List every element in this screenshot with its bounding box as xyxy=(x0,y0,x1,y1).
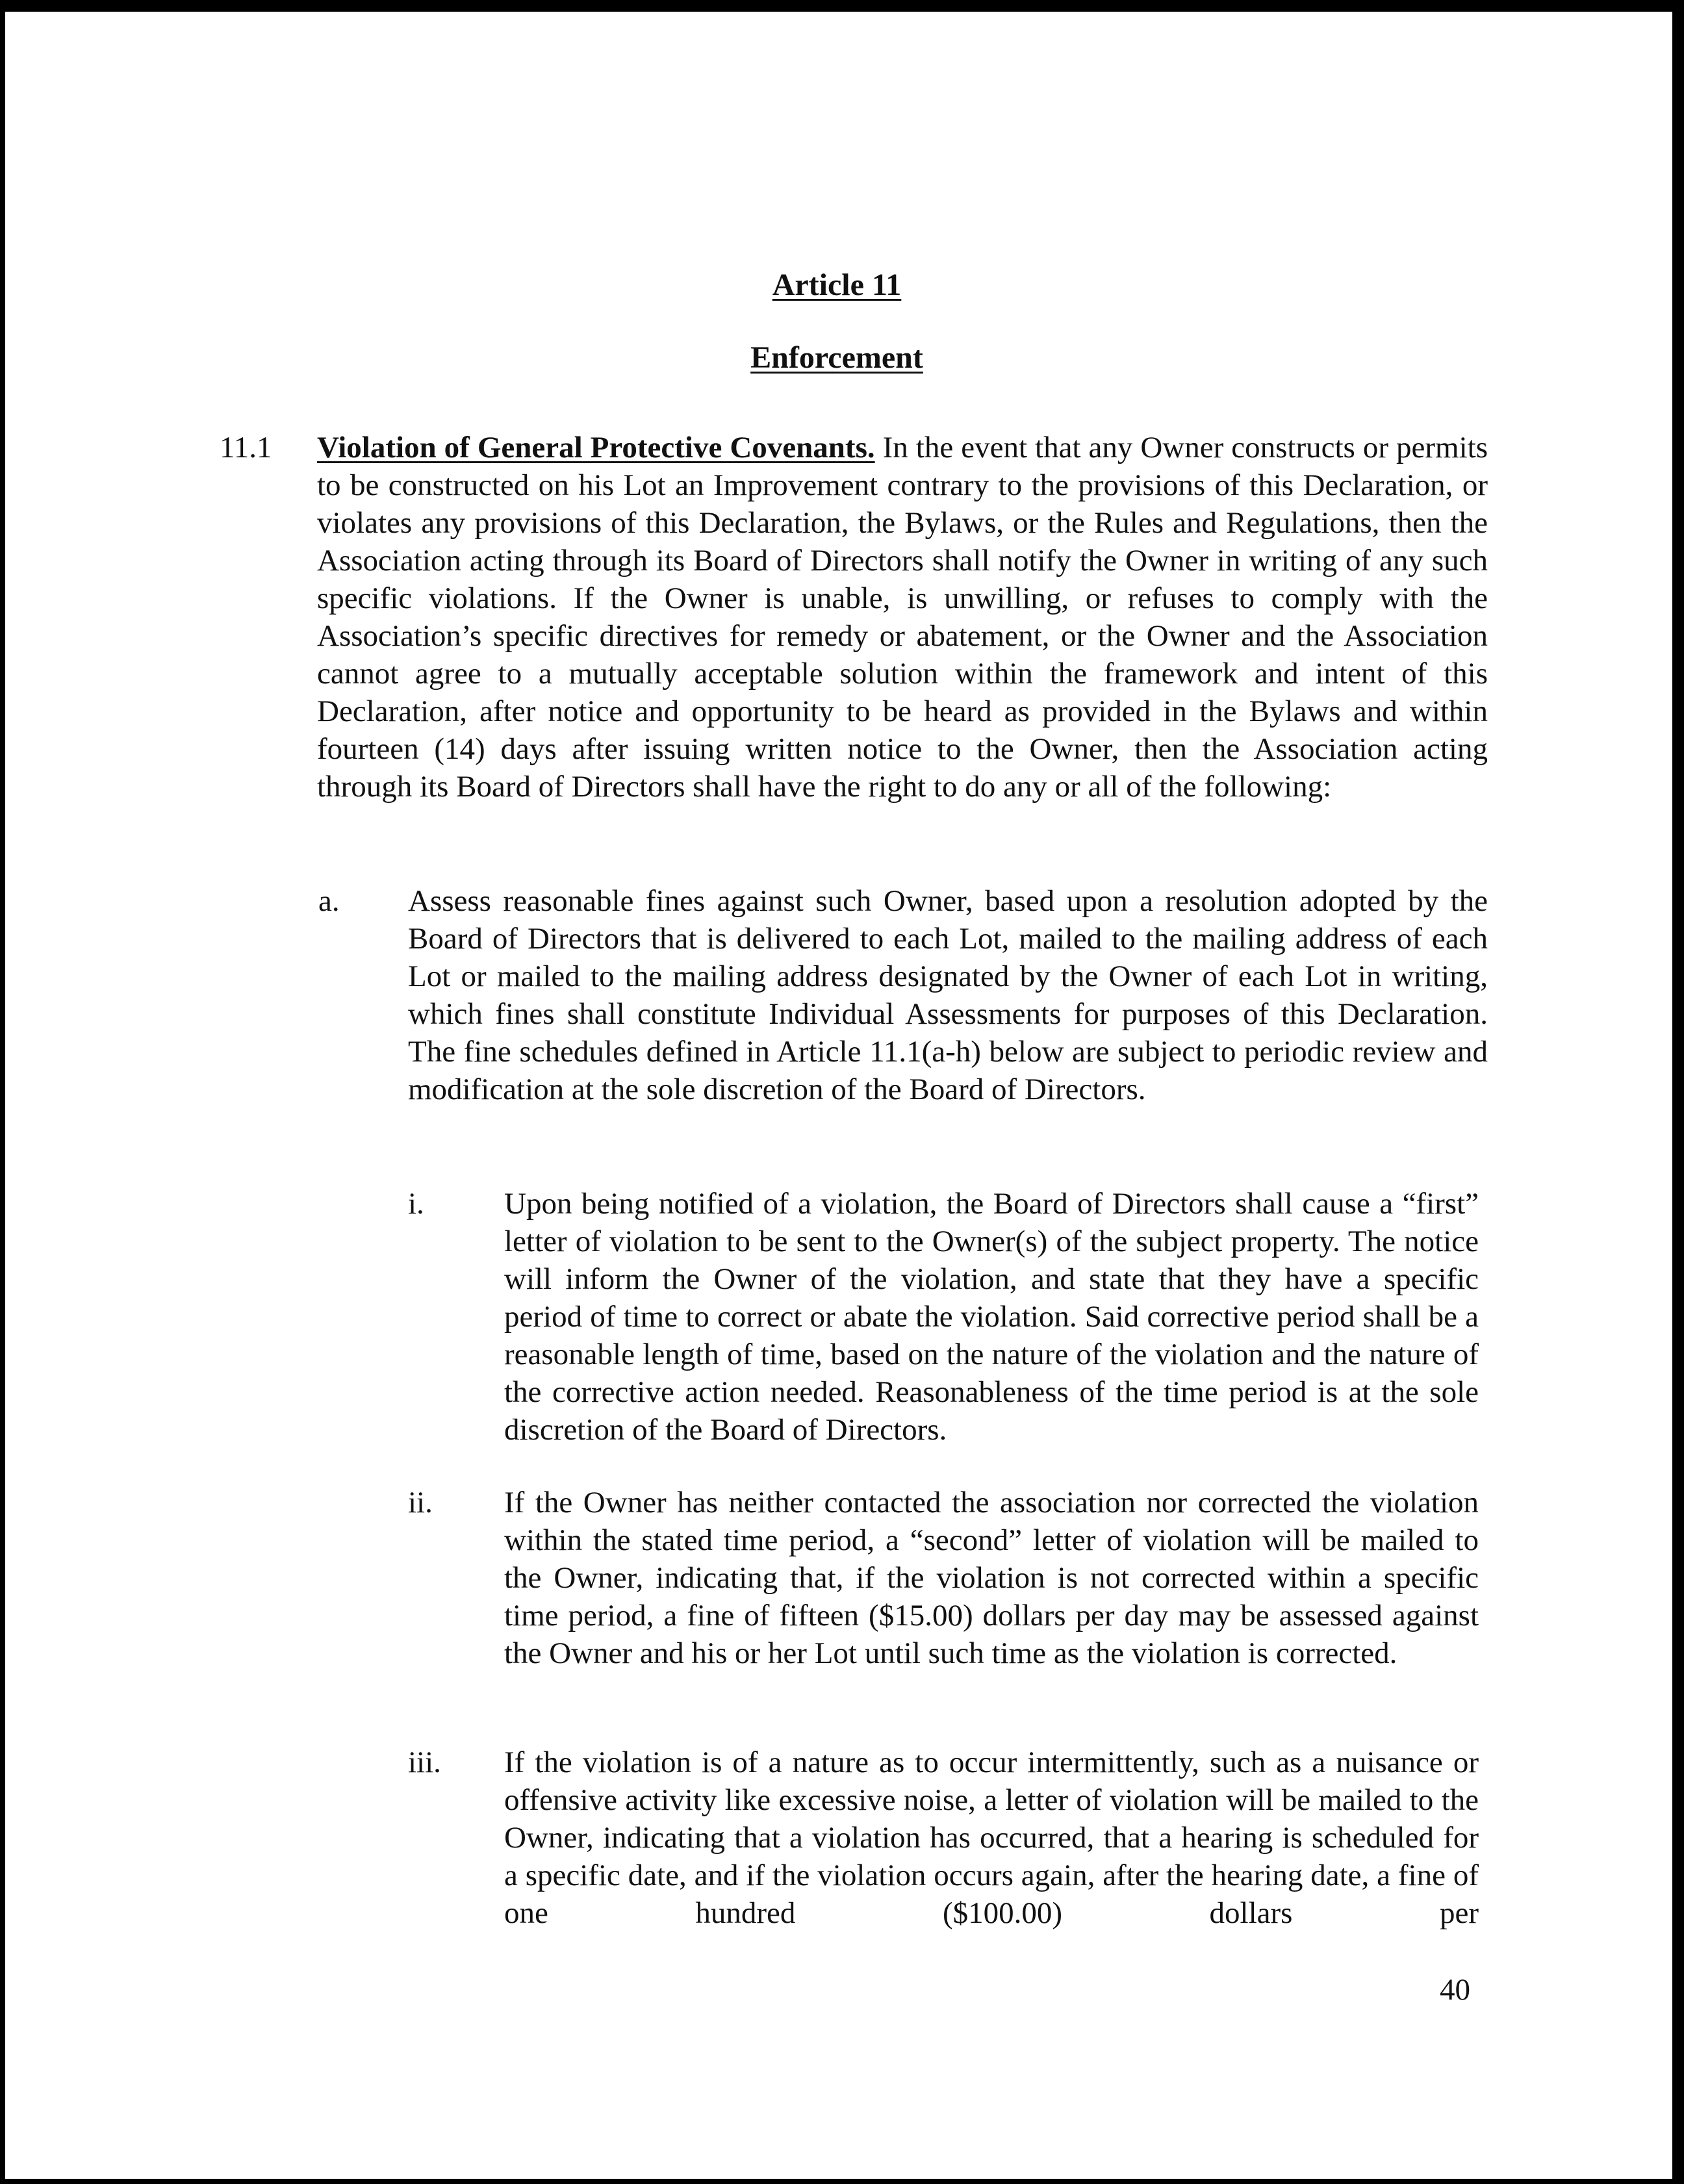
document-page xyxy=(5,12,1672,2179)
item-iii-label: iii. xyxy=(408,1746,441,1779)
article-title: Article 11 xyxy=(772,268,902,302)
item-iii-text: If the violation is of a nature as to occur intermittently, such as a nuisance or offensive activity like excessive noise, a letter of violation will be mailed to the Owner, indicating that a violation has occurred, that a hearing is scheduled for a specific date, and if the violation occurs again, after the hearing date, a fine of one hundred ($100.00) dollars per xyxy=(504,1746,1479,1930)
item-ii-text: If the Owner has neither contacted the association nor corrected the violation within the stated time period, a “second” letter of violation will be mailed to the Owner, indicating that, if the violation is not corrected within a specific time period, a fine of fifteen ($15.00) dollars per day may be assessed against the Owner and his or her Lot until such time as the violation is corrected. xyxy=(504,1486,1479,1670)
item-i-text: Upon being notified of a violation, the Board of Directors shall cause a “first” letter of violation to be sent to the Owner(s) of the subject property. The notice will inform the Owner of the violation, and state that they have a specific period of time to correct or abate the violation. Said corrective period shall be a reasonable length of time, based on the nature of the violation and the nature of the corrective action needed. Reasonableness of the time period is at the sole discretion of the Board of Directors. xyxy=(504,1187,1479,1447)
item-ii-label: ii. xyxy=(408,1486,433,1519)
section-title: Enforcement xyxy=(750,340,923,375)
item-a-label: a. xyxy=(318,884,340,918)
item-a-text: Assess reasonable fines against such Owner, based upon a resolution adopted by the Board of Directors that is delivered to each Lot, mailed to the mailing address of each Lot or mailed to the mailing address designated by the Owner of each Lot in writing, which fines shall constitute Individual Assessments for purposes of this Declaration. The fine schedules defined in Article 11.1(a-h) below are subject to periodic review and modification at the sole discretion of the Board of Directors. xyxy=(408,884,1488,1106)
section-paragraph xyxy=(317,429,1488,806)
section-text: In the event that any Owner constructs or permits to be constructed on his Lot an Improvement contrary to the provisions of this Declaration, or violates any provisions of this Declaration, the Bylaws, or the Rules and Regulations, then the Association acting through its Board of Directors shall notify the Owner in writing of any such specific violations. If the Owner is unable, is unwilling, or refuses to comply with the Association’s specific directives for remedy or abatement, or the Owner and the Association cannot agree to a mutually acceptable solution within the framework and intent of this Declaration, after notice and opportunity to be heard as provided in the Bylaws and within fourteen (14) days after issuing written notice to the Owner, then the Association acting through its Board of Directors shall have the right to do any or all of the following: xyxy=(317,431,1488,804)
section-heading: Violation of General Protective Covenants. xyxy=(317,431,875,464)
page-number: 40 xyxy=(1440,1973,1470,2007)
section-number: 11.1 xyxy=(220,431,272,464)
item-i-label: i. xyxy=(408,1187,424,1221)
